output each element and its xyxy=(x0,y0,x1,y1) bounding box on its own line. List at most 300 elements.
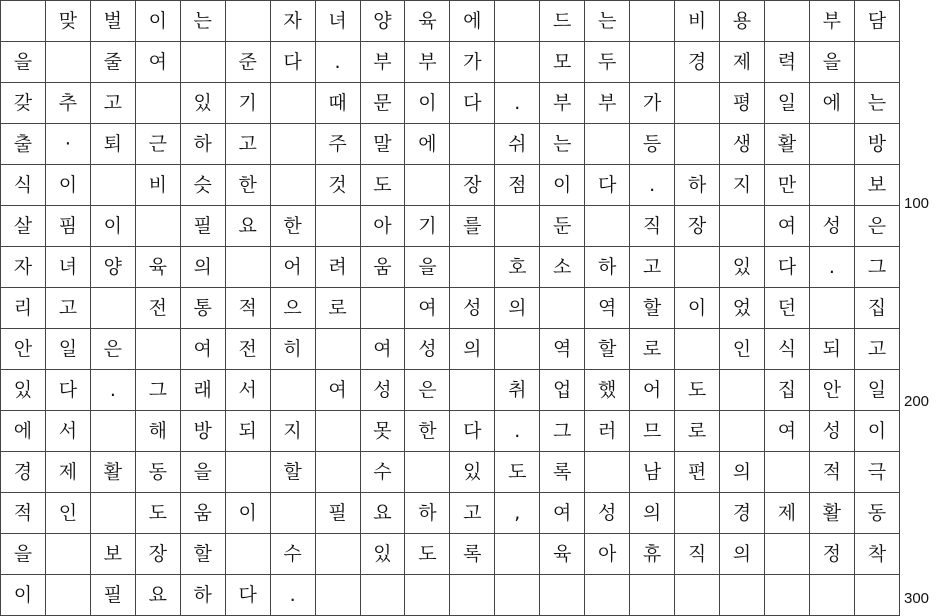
grid-cell xyxy=(495,534,540,575)
grid-cell: 해 xyxy=(135,411,180,452)
grid-cell: 용 xyxy=(720,1,765,42)
grid-cell: 부 xyxy=(809,1,854,42)
grid-cell: 여 xyxy=(764,411,809,452)
grid-cell: 성 xyxy=(585,493,630,534)
grid-cell: 다 xyxy=(585,165,630,206)
grid-cell: 퇴 xyxy=(90,124,135,165)
grid-cell: 등 xyxy=(630,124,675,165)
manuscript-row xyxy=(1,83,900,124)
grid-cell: 이 xyxy=(45,165,90,206)
grid-cell: 장 xyxy=(675,206,720,247)
grid-cell: 집 xyxy=(764,370,809,411)
grid-cell xyxy=(45,42,90,83)
grid-cell: 러 xyxy=(585,411,630,452)
manuscript-row xyxy=(1,370,900,411)
grid-cell: 은 xyxy=(90,329,135,370)
grid-cell xyxy=(405,165,450,206)
grid-cell xyxy=(854,575,899,616)
grid-cell xyxy=(90,165,135,206)
grid-cell xyxy=(764,575,809,616)
manuscript-row xyxy=(1,288,900,329)
grid-cell: 은 xyxy=(854,206,899,247)
grid-cell: 업 xyxy=(540,370,585,411)
grid-cell: 갖 xyxy=(1,83,46,124)
grid-cell: 보 xyxy=(854,165,899,206)
grid-cell xyxy=(809,288,854,329)
grid-cell: 아 xyxy=(360,206,405,247)
grid-cell xyxy=(585,206,630,247)
grid-cell: 지 xyxy=(720,165,765,206)
grid-cell: 의 xyxy=(630,493,675,534)
grid-cell: 고 xyxy=(450,493,495,534)
grid-cell: 만 xyxy=(764,165,809,206)
grid-cell xyxy=(315,575,360,616)
grid-cell: 전 xyxy=(225,329,270,370)
grid-cell xyxy=(45,534,90,575)
grid-cell xyxy=(585,575,630,616)
manuscript-row xyxy=(1,493,900,534)
grid-cell xyxy=(405,452,450,493)
grid-cell: 는 xyxy=(585,1,630,42)
grid-cell: 할 xyxy=(585,329,630,370)
grid-cell: 되 xyxy=(225,411,270,452)
grid-cell: 지 xyxy=(270,411,315,452)
grid-cell: 인 xyxy=(720,329,765,370)
grid-cell: 한 xyxy=(225,165,270,206)
grid-cell: 휴 xyxy=(630,534,675,575)
grid-cell: 여 xyxy=(180,329,225,370)
grid-cell: 직 xyxy=(630,206,675,247)
grid-cell: 극 xyxy=(854,452,899,493)
grid-cell: 하 xyxy=(405,493,450,534)
grid-cell: 모 xyxy=(540,42,585,83)
grid-cell: 경 xyxy=(1,452,46,493)
manuscript-row xyxy=(1,124,900,165)
grid-cell: 리 xyxy=(1,288,46,329)
grid-cell xyxy=(675,575,720,616)
grid-cell xyxy=(809,575,854,616)
grid-cell xyxy=(135,83,180,124)
grid-cell: 다 xyxy=(45,370,90,411)
grid-cell: 출 xyxy=(1,124,46,165)
grid-cell: 장 xyxy=(135,534,180,575)
grid-cell: 점 xyxy=(495,165,540,206)
grid-cell: 되 xyxy=(809,329,854,370)
grid-cell: 는 xyxy=(180,1,225,42)
grid-cell: 둔 xyxy=(540,206,585,247)
grid-cell xyxy=(225,534,270,575)
grid-cell: 수 xyxy=(270,534,315,575)
grid-cell: 육 xyxy=(405,1,450,42)
grid-cell: 을 xyxy=(1,534,46,575)
grid-cell: 서 xyxy=(45,411,90,452)
grid-cell: 요 xyxy=(135,575,180,616)
grid-cell: 직 xyxy=(675,534,720,575)
grid-cell: . xyxy=(495,411,540,452)
grid-cell: 그 xyxy=(135,370,180,411)
grid-cell: 필 xyxy=(315,493,360,534)
grid-cell: 일 xyxy=(854,370,899,411)
manuscript-row xyxy=(1,206,900,247)
grid-cell: 다 xyxy=(225,575,270,616)
grid-cell xyxy=(450,247,495,288)
grid-cell: 부 xyxy=(405,42,450,83)
grid-cell: 있 xyxy=(180,83,225,124)
grid-cell xyxy=(405,575,450,616)
grid-cell: 근 xyxy=(135,124,180,165)
grid-cell: 자 xyxy=(270,1,315,42)
grid-cell: . xyxy=(270,575,315,616)
grid-cell: 있 xyxy=(450,452,495,493)
grid-cell: 보 xyxy=(90,534,135,575)
grid-cell xyxy=(225,1,270,42)
grid-cell: 활 xyxy=(764,124,809,165)
grid-cell: 안 xyxy=(1,329,46,370)
grid-cell: . xyxy=(90,370,135,411)
grid-cell: 식 xyxy=(1,165,46,206)
grid-cell: 로 xyxy=(675,411,720,452)
grid-cell: 자 xyxy=(1,247,46,288)
grid-cell: 취 xyxy=(495,370,540,411)
grid-cell: 못 xyxy=(360,411,405,452)
grid-cell: 필 xyxy=(180,206,225,247)
grid-cell: 담 xyxy=(854,1,899,42)
grid-cell: 벌 xyxy=(90,1,135,42)
grid-cell: 고 xyxy=(90,83,135,124)
grid-cell xyxy=(540,575,585,616)
grid-cell: 이 xyxy=(225,493,270,534)
grid-cell xyxy=(495,42,540,83)
grid-cell xyxy=(720,575,765,616)
grid-cell: 방 xyxy=(180,411,225,452)
grid-cell: 일 xyxy=(45,329,90,370)
grid-cell: 기 xyxy=(405,206,450,247)
grid-cell: 역 xyxy=(540,329,585,370)
manuscript-row xyxy=(1,575,900,616)
grid-cell xyxy=(315,329,360,370)
grid-cell: 요 xyxy=(225,206,270,247)
grid-cell: 의 xyxy=(450,329,495,370)
grid-cell: 고 xyxy=(45,288,90,329)
grid-cell: 있 xyxy=(720,247,765,288)
grid-cell: 도 xyxy=(360,165,405,206)
grid-cell: 성 xyxy=(809,206,854,247)
grid-cell: 부 xyxy=(585,83,630,124)
grid-cell: 의 xyxy=(720,452,765,493)
grid-cell: 고 xyxy=(854,329,899,370)
grid-cell: 기 xyxy=(225,83,270,124)
grid-cell: 을 xyxy=(809,42,854,83)
grid-cell: 로 xyxy=(315,288,360,329)
grid-cell xyxy=(90,411,135,452)
grid-cell: 부 xyxy=(360,42,405,83)
manuscript-row xyxy=(1,42,900,83)
grid-cell: 도 xyxy=(675,370,720,411)
grid-cell: 그 xyxy=(540,411,585,452)
grid-cell xyxy=(675,329,720,370)
grid-cell: 의 xyxy=(180,247,225,288)
grid-cell: 소 xyxy=(540,247,585,288)
grid-cell: 슷 xyxy=(180,165,225,206)
grid-cell xyxy=(720,206,765,247)
grid-cell: 맞 xyxy=(45,1,90,42)
grid-cell xyxy=(495,575,540,616)
grid-cell xyxy=(270,370,315,411)
grid-cell xyxy=(809,124,854,165)
grid-cell: 는 xyxy=(540,124,585,165)
grid-cell: . xyxy=(809,247,854,288)
grid-cell xyxy=(90,288,135,329)
grid-cell xyxy=(135,329,180,370)
grid-cell: 다 xyxy=(270,42,315,83)
grid-cell: 동 xyxy=(135,452,180,493)
grid-cell xyxy=(720,411,765,452)
grid-cell: 줄 xyxy=(90,42,135,83)
grid-cell: 록 xyxy=(450,534,495,575)
grid-cell: 하 xyxy=(585,247,630,288)
grid-cell: 비 xyxy=(675,1,720,42)
grid-cell: , xyxy=(495,493,540,534)
grid-cell: 아 xyxy=(585,534,630,575)
grid-cell xyxy=(809,165,854,206)
grid-cell: 록 xyxy=(540,452,585,493)
grid-cell: 필 xyxy=(90,575,135,616)
grid-cell: 고 xyxy=(630,247,675,288)
grid-cell: 이 xyxy=(854,411,899,452)
grid-cell: 육 xyxy=(540,534,585,575)
grid-cell: 비 xyxy=(135,165,180,206)
grid-cell xyxy=(675,83,720,124)
grid-cell: . xyxy=(315,42,360,83)
grid-cell: 육 xyxy=(135,247,180,288)
grid-cell xyxy=(315,411,360,452)
grid-cell xyxy=(675,247,720,288)
grid-cell: 추 xyxy=(45,83,90,124)
grid-cell: 의 xyxy=(720,534,765,575)
grid-cell: 식 xyxy=(764,329,809,370)
grid-cell: 양 xyxy=(90,247,135,288)
grid-cell xyxy=(450,575,495,616)
grid-cell xyxy=(720,370,765,411)
grid-cell xyxy=(90,493,135,534)
grid-cell: 이 xyxy=(1,575,46,616)
grid-cell: 의 xyxy=(495,288,540,329)
grid-cell: 살 xyxy=(1,206,46,247)
grid-cell: 적 xyxy=(809,452,854,493)
grid-cell: 편 xyxy=(675,452,720,493)
grid-cell xyxy=(495,329,540,370)
grid-cell: 동 xyxy=(854,493,899,534)
grid-cell xyxy=(630,42,675,83)
grid-cell xyxy=(854,42,899,83)
grid-cell: 으 xyxy=(270,288,315,329)
grid-cell: 제 xyxy=(764,493,809,534)
grid-cell: 었 xyxy=(720,288,765,329)
grid-cell: 드 xyxy=(540,1,585,42)
grid-cell: 양 xyxy=(360,1,405,42)
grid-cell: 제 xyxy=(45,452,90,493)
grid-cell: 할 xyxy=(270,452,315,493)
grid-cell: 서 xyxy=(225,370,270,411)
grid-cell: 부 xyxy=(540,83,585,124)
grid-cell: 던 xyxy=(764,288,809,329)
grid-cell xyxy=(495,206,540,247)
grid-cell: 어 xyxy=(270,247,315,288)
grid-cell: 다 xyxy=(764,247,809,288)
grid-cell: 착 xyxy=(854,534,899,575)
grid-cell: 이 xyxy=(675,288,720,329)
grid-cell: 성 xyxy=(809,411,854,452)
manuscript-row xyxy=(1,1,900,42)
grid-cell xyxy=(764,534,809,575)
grid-cell: 역 xyxy=(585,288,630,329)
grid-cell xyxy=(270,124,315,165)
grid-cell: 다 xyxy=(450,83,495,124)
grid-cell: 문 xyxy=(360,83,405,124)
grid-cell: 안 xyxy=(809,370,854,411)
grid-cell: 고 xyxy=(225,124,270,165)
grid-cell xyxy=(270,165,315,206)
grid-cell: 활 xyxy=(809,493,854,534)
grid-cell xyxy=(630,1,675,42)
grid-cell: 히 xyxy=(270,329,315,370)
grid-cell: 가 xyxy=(450,42,495,83)
grid-cell: . xyxy=(495,83,540,124)
manuscript-row xyxy=(1,534,900,575)
grid-cell: 할 xyxy=(630,288,675,329)
grid-cell: 요 xyxy=(360,493,405,534)
grid-cell: 성 xyxy=(360,370,405,411)
grid-cell: 남 xyxy=(630,452,675,493)
grid-cell: 에 xyxy=(450,1,495,42)
grid-cell: 녀 xyxy=(315,1,360,42)
grid-cell: 여 xyxy=(405,288,450,329)
grid-cell: 통 xyxy=(180,288,225,329)
grid-cell: 성 xyxy=(405,329,450,370)
grid-cell: 제 xyxy=(720,42,765,83)
grid-cell: 녀 xyxy=(45,247,90,288)
grid-cell: 도 xyxy=(495,452,540,493)
grid-cell xyxy=(764,1,809,42)
grid-cell: 수 xyxy=(360,452,405,493)
grid-cell xyxy=(315,452,360,493)
grid-cell: 여 xyxy=(764,206,809,247)
grid-cell xyxy=(225,247,270,288)
manuscript-row xyxy=(1,329,900,370)
grid-cell: 로 xyxy=(630,329,675,370)
grid-cell: 하 xyxy=(675,165,720,206)
grid-cell xyxy=(630,575,675,616)
grid-cell xyxy=(225,452,270,493)
grid-cell: 할 xyxy=(180,534,225,575)
grid-cell: 어 xyxy=(630,370,675,411)
grid-cell xyxy=(495,1,540,42)
grid-cell: 를 xyxy=(450,206,495,247)
grid-cell: 여 xyxy=(135,42,180,83)
grid-cell: 하 xyxy=(180,575,225,616)
manuscript-row xyxy=(1,247,900,288)
grid-cell: 력 xyxy=(764,42,809,83)
grid-cell: 경 xyxy=(675,42,720,83)
manuscript-row xyxy=(1,452,900,493)
grid-cell xyxy=(360,288,405,329)
grid-cell: 움 xyxy=(180,493,225,534)
grid-cell xyxy=(764,452,809,493)
grid-cell: 여 xyxy=(360,329,405,370)
grid-cell: 므 xyxy=(630,411,675,452)
grid-cell: 래 xyxy=(180,370,225,411)
grid-cell xyxy=(270,83,315,124)
grid-cell: · xyxy=(45,124,90,165)
grid-cell: 쉬 xyxy=(495,124,540,165)
grid-cell: 평 xyxy=(720,83,765,124)
grid-cell: 다 xyxy=(450,411,495,452)
grid-cell: 적 xyxy=(225,288,270,329)
grid-cell: 것 xyxy=(315,165,360,206)
grid-cell: 전 xyxy=(135,288,180,329)
grid-cell: 여 xyxy=(540,493,585,534)
grid-cell: 한 xyxy=(270,206,315,247)
grid-cell xyxy=(270,493,315,534)
grid-cell: 을 xyxy=(180,452,225,493)
grid-cell: 일 xyxy=(764,83,809,124)
grid-cell xyxy=(540,288,585,329)
character-count-200: 200 xyxy=(904,393,930,410)
grid-cell: 이 xyxy=(90,206,135,247)
grid-cell xyxy=(585,452,630,493)
grid-cell: 장 xyxy=(450,165,495,206)
grid-cell: 그 xyxy=(854,247,899,288)
grid-cell: 활 xyxy=(90,452,135,493)
manuscript-row xyxy=(1,411,900,452)
grid-cell xyxy=(45,575,90,616)
grid-cell: 했 xyxy=(585,370,630,411)
grid-cell: 정 xyxy=(809,534,854,575)
grid-cell: 려 xyxy=(315,247,360,288)
grid-cell: 집 xyxy=(854,288,899,329)
grid-cell xyxy=(180,42,225,83)
grid-cell xyxy=(360,575,405,616)
grid-cell: 경 xyxy=(720,493,765,534)
grid-cell: 있 xyxy=(1,370,46,411)
grid-cell: 호 xyxy=(495,247,540,288)
manuscript-row xyxy=(1,165,900,206)
grid-cell: 주 xyxy=(315,124,360,165)
grid-cell: 이 xyxy=(405,83,450,124)
grid-cell: 에 xyxy=(405,124,450,165)
grid-cell: 준 xyxy=(225,42,270,83)
grid-cell: 생 xyxy=(720,124,765,165)
grid-cell: 인 xyxy=(45,493,90,534)
grid-cell: 하 xyxy=(180,124,225,165)
character-count-300: 300 xyxy=(904,590,930,607)
grid-cell xyxy=(135,206,180,247)
grid-cell: 한 xyxy=(405,411,450,452)
grid-cell xyxy=(585,124,630,165)
grid-cell: 도 xyxy=(135,493,180,534)
grid-cell: 이 xyxy=(135,1,180,42)
grid-cell: 는 xyxy=(854,83,899,124)
grid-cell xyxy=(450,370,495,411)
grid-cell: 핌 xyxy=(45,206,90,247)
grid-cell: 움 xyxy=(360,247,405,288)
grid-cell xyxy=(315,534,360,575)
grid-cell: 은 xyxy=(405,370,450,411)
grid-cell: 적 xyxy=(1,493,46,534)
grid-cell: 때 xyxy=(315,83,360,124)
grid-cell: . xyxy=(630,165,675,206)
grid-cell: 방 xyxy=(854,124,899,165)
